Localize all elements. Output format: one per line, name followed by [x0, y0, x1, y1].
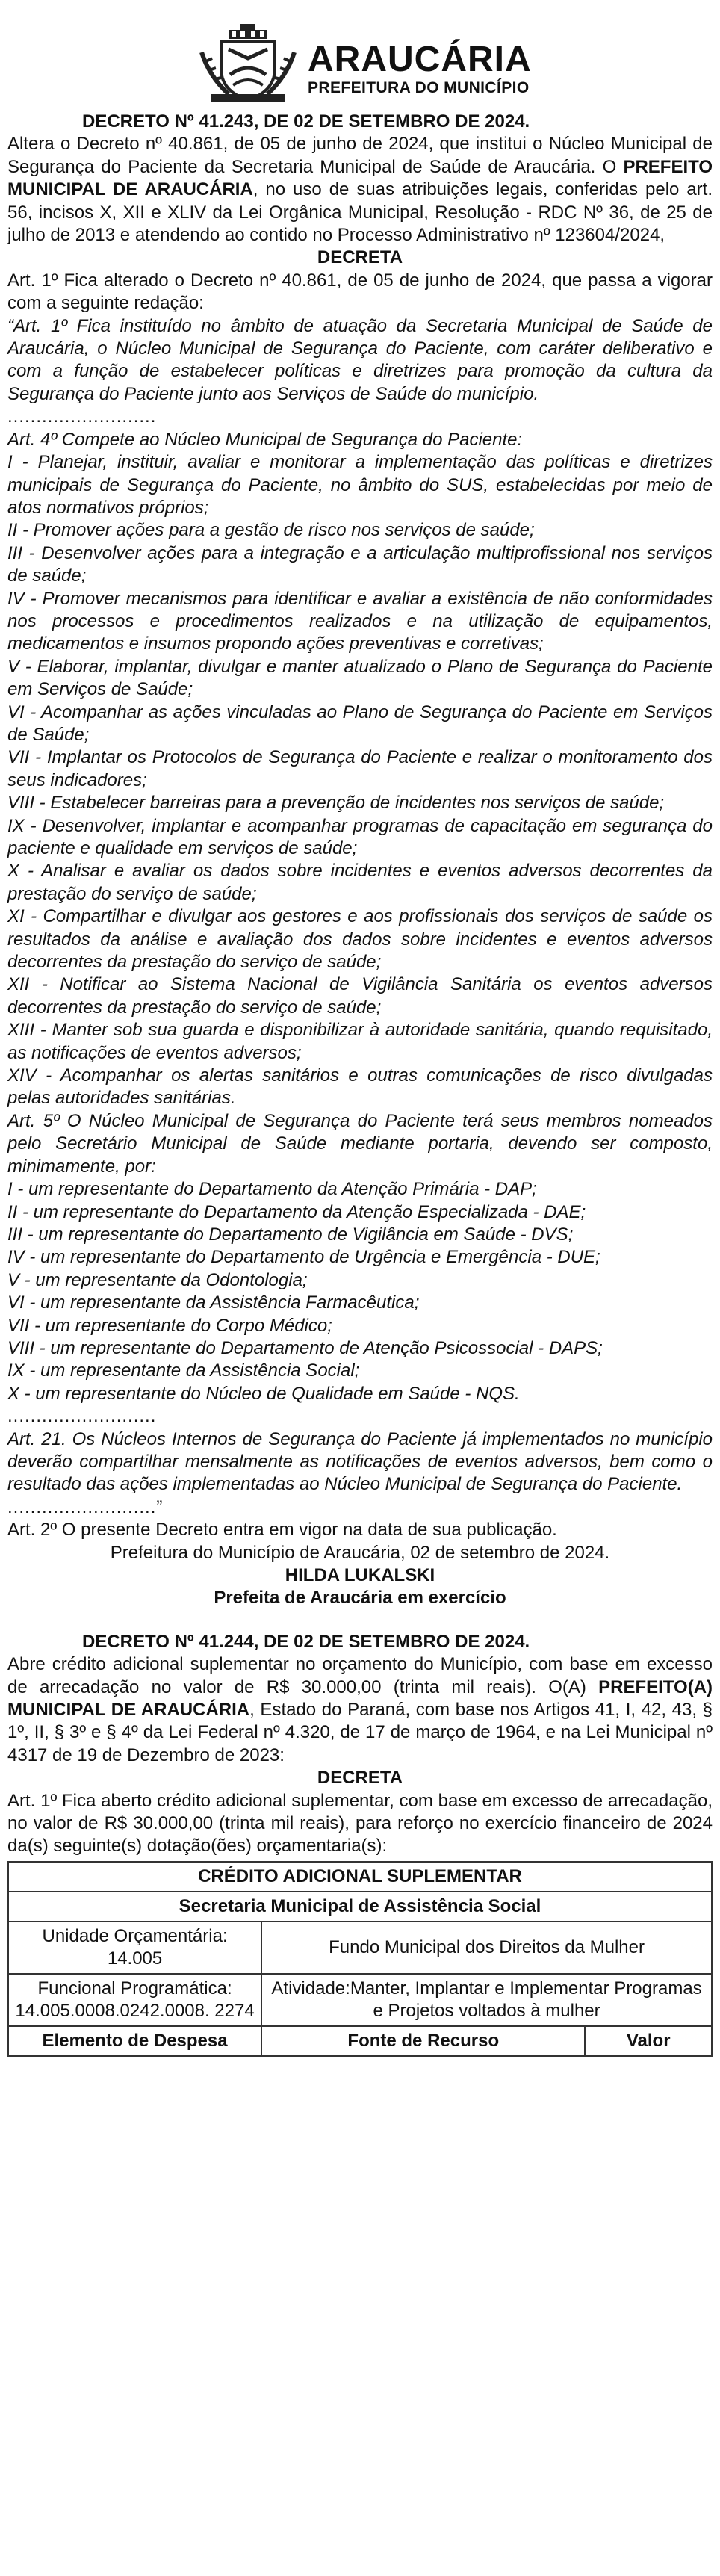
decree-1-decreta: DECRETA [317, 247, 403, 268]
list-item: III - um representante do Departamento de Vigilância em Saúde - DVS; [7, 1224, 574, 1245]
masthead [7, 0, 713, 111]
table-row [8, 1974, 712, 2026]
list-item: X - Analisar e avaliar os dados sobre incidentes e eventos adversos decorrentes da prestação do serviço de saúde; [7, 861, 713, 904]
decree-1-signer: HILDA LUKALSKI [285, 1565, 435, 1585]
list-item: XI - Compartilhar e divulgar aos gestores e aos profissionais dos serviços de saúde os resultados da análise e avaliação dos dados sobre incidentes e eventos adversos decorrentes da prestação do serviço de saúde; [7, 906, 713, 973]
decree-1-art5-list [7, 1178, 713, 1405]
list-item: XIV - Acompanhar os alertas sanitários e outras comunicações de risco divulgadas pelas autoridades sanitárias. [7, 1065, 713, 1109]
credit-table [7, 1861, 713, 2057]
list-item: II - Promover ações para a gestão de risco nos serviços de saúde; [7, 520, 535, 541]
list-item: IV - Promover mecanismos para identificar e avaliar a existência de não conformidades nos processos e procedimentos realizados e na utilização de equipamentos, medicamentos e insumos propondo ações preventivas e corretivas; [7, 588, 713, 654]
decree-1-art5: Art. 5º O Núcleo Municipal de Segurança do Paciente terá seus membros nomeados pelo Secretário Municipal de Saúde mediante portaria, devendo ser composto, minimamente, por: [7, 1110, 713, 1177]
list-item: V - Elaborar, implantar, divulgar e manter atualizado o Plano de Segurança do Paciente em Serviços de Saúde; [7, 656, 713, 700]
funcional-label-cell: Funcional Programática: 14.005.0008.0242.0008. 2274 [8, 1974, 261, 2026]
decree-1-quote-art1: “Art. 1º Fica instituído no âmbito de atuação da Secretaria Municipal de Saúde de Araucária, o Núcleo Municipal de Segurança do Paciente, com caráter deliberativo e com a função de estabelecer políticas e diretrizes para promoção da cultura da Segurança do Paciente junto aos Serviços de Saúde do município. [7, 315, 713, 404]
list-item: VII - Implantar os Protocolos de Segurança do Paciente e realizar o monitoramento dos seus indicadores; [7, 747, 713, 790]
decree-1-preamble-bold: PREFEITO MUNICIPAL DE ARAUCÁRIA [7, 156, 713, 200]
decree-1-dots-1: .......................... [7, 406, 157, 427]
brand-subtitle: PREFEITURA DO MUNICÍPIO [308, 79, 530, 96]
list-item: VI - um representante da Assistência Farmacêutica; [7, 1292, 420, 1313]
decree-1-preamble-post: , no uso de suas atribuições legais, conferidas pelo art. 56, incisos X, XII e XLIV da Lei Orgânica Municipal, Resolução - RDC Nº 36, de 25 de julho de 2013 e atendendo ao contido no Processo Administrativo nº 123604/2024, [7, 179, 713, 246]
list-item: X - um representante do Núcleo de Qualidade em Saúde - NQS. [7, 1383, 520, 1404]
list-item: VI - Acompanhar as ações vinculadas ao Plano de Segurança do Paciente em Serviços de Saúde; [7, 702, 713, 745]
list-item: IV - um representante do Departamento de Urgência e Emergência - DUE; [7, 1247, 600, 1268]
col-valor: Valor [585, 2026, 712, 2056]
unidade-value-cell: Fundo Municipal dos Direitos da Mulher [261, 1922, 712, 1974]
decree-1-dots-3: ..........................” [7, 1496, 164, 1517]
decree-2-title: DECRETO Nº 41.244, DE 02 DE SETEMBRO DE 2024. [82, 1631, 530, 1652]
decree-1-title: DECRETO Nº 41.243, DE 02 DE SETEMBRO DE 2024. [82, 111, 530, 131]
list-item: I - um representante do Departamento da Atenção Primária - DAP; [7, 1179, 537, 1200]
decree-1-signer-role: Prefeita de Araucária em exercício [214, 1588, 506, 1609]
brand-title: ARAUCÁRIA [308, 40, 532, 79]
col-elemento-despesa: Elemento de Despesa [8, 2026, 261, 2056]
decree-2-body-intro [7, 1653, 713, 1767]
list-item: II - um representante do Departamento da Atenção Especializada - DAE; [7, 1201, 586, 1222]
municipal-crest-icon [199, 22, 297, 103]
decree-2-preamble-bold: PREFEITO(A) MUNICIPAL DE ARAUCÁRIA [7, 1676, 713, 1721]
decree-2-preamble-pre: O(A) [548, 1676, 599, 1697]
credit-table-title: CRÉDITO ADICIONAL SUPLEMENTAR [8, 1862, 712, 1892]
table-row [8, 1862, 712, 1892]
decree-2-decreta: DECRETA [317, 1768, 403, 1789]
list-item: IX - Desenvolver, implantar e acompanhar programas de capacitação em segurança do paciente e qualidade em serviços de saúde; [7, 815, 713, 858]
brand [308, 42, 532, 97]
document-page [7, 0, 713, 2057]
list-item: VIII - Estabelecer barreiras para a prevenção de incidentes nos serviços de saúde; [7, 793, 665, 814]
decree-1-art21: Art. 21. Os Núcleos Internos de Segurança do Paciente já implementados no município deverão compartilhar mensalmente as notificações de eventos adversos, bem como o resultado das ações implementadas ao Núcleo Municipal de Segurança do Paciente. [7, 1428, 713, 1495]
funcional-value-cell: Atividade:Manter, Implantar e Implementar Programas e Projetos voltados à mulher [261, 1974, 712, 2026]
list-item: VII - um representante do Corpo Médico; [7, 1315, 332, 1336]
spacer [7, 1610, 713, 1631]
decree-1-art1: Art. 1º Fica alterado o Decreto nº 40.861, de 05 de junho de 2024, que passa a vigorar com a seguinte redação: [7, 270, 713, 314]
decree-1-art2: Art. 2º O presente Decreto entra em vigor na data de sua publicação. [7, 1520, 557, 1541]
list-item: XIII - Manter sob sua guarda e disponibilizar à autoridade sanitária, quando requisitado, as notificações de eventos adversos; [7, 1020, 713, 1063]
decree-2-preamble-post: , Estado do Paraná, com base nos Artigos 41, I, 42, 43, § 1º, II, § 3º e § 4º da Lei Federal nº 4.320, de 17 de março de 1964, e na Lei Municipal nº 4317 de 19 de Dezembro de 2023: [7, 1700, 713, 1765]
list-item: IX - um representante da Assistência Social; [7, 1360, 360, 1381]
credit-table-secretaria: Secretaria Municipal de Assistência Social [8, 1892, 712, 1922]
decree-1-summary: Altera o Decreto nº 40.861, de 05 de junho de 2024, que institui o Núcleo Municipal de Segurança do Paciente da Secretaria Municipal de Saúde de Araucária. [7, 134, 713, 177]
list-item: XII - Notificar ao Sistema Nacional de Vigilância Sanitária os eventos adversos decorrentes da prestação do serviço de saúde; [7, 974, 713, 1018]
table-row [8, 1922, 712, 1974]
unidade-label-cell: Unidade Orçamentária: 14.005 [8, 1922, 261, 1974]
decree-1-place-date: Prefeitura do Município de Araucária, 02 de setembro de 2024. [110, 1542, 610, 1563]
list-item: V - um representante da Odontologia; [7, 1269, 308, 1290]
decree-1-preamble-pre: O [602, 156, 624, 177]
col-fonte-recurso: Fonte de Recurso [261, 2026, 585, 2056]
list-item: III - Desenvolver ações para a integração e a articulação multiprofissional nos serviços de saúde; [7, 542, 713, 586]
decree-1-dots-2: .......................... [7, 1406, 157, 1427]
decree-1-art4: Art. 4º Compete ao Núcleo Municipal de Segurança do Paciente: [7, 429, 523, 450]
decree-1-body-intro [7, 133, 713, 247]
decree-2-art1: Art. 1º Fica aberto crédito adicional suplementar, com base em excesso de arrecadação, no valor de R$ 30.000,00 (trinta mil reais), para reforço no exercício financeiro de 2024 da(s) seguinte(s) dotação(ões) orçamentaria(s): [7, 1790, 713, 1857]
table-header-row [8, 2026, 712, 2056]
decree-1-art4-list [7, 451, 713, 1110]
decree-2-summary: Abre crédito adicional suplementar no orçamento do Município, com base em excesso de arrecadação no valor de R$ 30.000,00 (trinta mil reais). [7, 1654, 713, 1697]
list-item: VIII - um representante do Departamento de Atenção Psicossocial - DAPS; [7, 1337, 603, 1358]
list-item: I - Planejar, instituir, avaliar e monitorar a implementação das políticas e diretrizes municipais de Segurança do Paciente, no âmbito do SUS, estabelecidas por meio de atos normativos próprios; [7, 452, 713, 518]
table-row [8, 1892, 712, 1922]
